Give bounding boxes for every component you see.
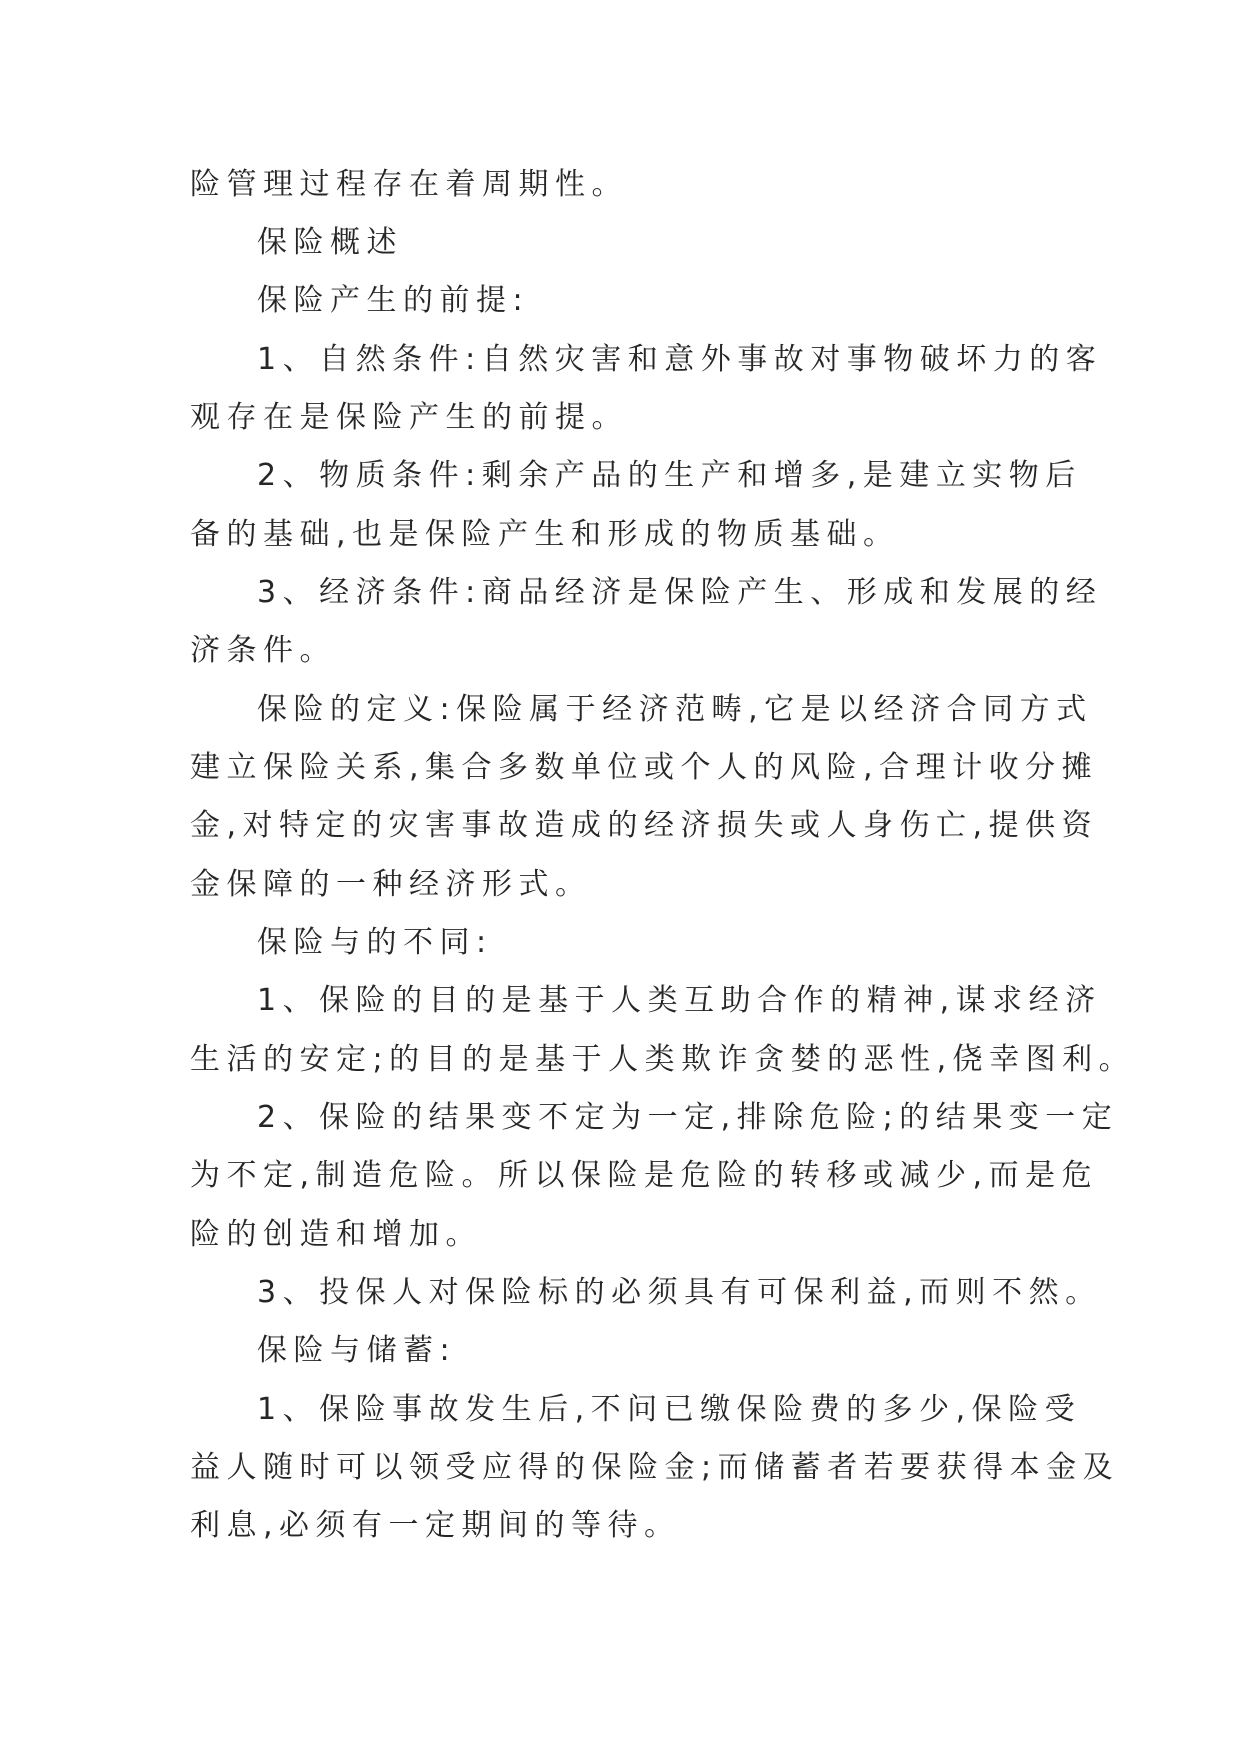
text-line-4: 1、自然条件:自然灾害和意外事故对事物破坏力的客 <box>257 342 1103 377</box>
text-line-12: 金,对特定的灾害事故造成的经济损失或人身伤亡,提供资 <box>190 808 1099 843</box>
text-line-24: 利息,必须有一定期间的等待。 <box>190 1508 681 1543</box>
text-line-20: 3、投保人对保险标的必须具有可保利益,而则不然。 <box>257 1275 1102 1310</box>
subheading-premise: 保险产生的前提: <box>257 283 530 318</box>
text-line-13: 金保障的一种经济形式。 <box>190 867 592 902</box>
text-line-11: 建立保险关系,集合多数单位或个人的风险,合理计收分摊 <box>190 750 1099 785</box>
text-line-15: 1、保险的目的是基于人类互助合作的精神,谋求经济 <box>257 983 1102 1018</box>
text-line-5: 观存在是保险产生的前提。 <box>190 400 628 435</box>
text-line-22: 1、保险事故发生后,不问已缴保险费的多少,保险受 <box>257 1392 1082 1427</box>
text-line-6: 2、物质条件:剩余产品的生产和增多,是建立实物后 <box>257 458 1082 493</box>
text-line-9: 济条件。 <box>190 633 336 668</box>
text-line-1: 险管理过程存在着周期性。 <box>190 167 628 202</box>
subheading-difference: 保险与的不同: <box>257 925 493 960</box>
text-line-17: 2、保险的结果变不定为一定,排除危险;的结果变一定 <box>257 1100 1119 1135</box>
text-line-16: 生活的安定;的目的是基于人类欺诈贪婪的恶性,侥幸图利。 <box>190 1042 1136 1077</box>
text-line-8: 3、经济条件:商品经济是保险产生、形成和发展的经 <box>257 575 1103 610</box>
section-heading-overview: 保险概述 <box>257 225 403 260</box>
text-line-7: 备的基础,也是保险产生和形成的物质基础。 <box>190 517 900 552</box>
text-line-19: 险的创造和增加。 <box>190 1217 482 1252</box>
text-line-10: 保险的定义:保险属于经济范畴,它是以经济合同方式 <box>257 692 1093 727</box>
subheading-savings: 保险与储蓄: <box>257 1333 457 1368</box>
text-line-18: 为不定,制造危险。所以保险是危险的转移或减少,而是危 <box>190 1158 1099 1193</box>
text-line-23: 益人随时可以领受应得的保险金;而储蓄者若要获得本金及 <box>190 1450 1120 1485</box>
